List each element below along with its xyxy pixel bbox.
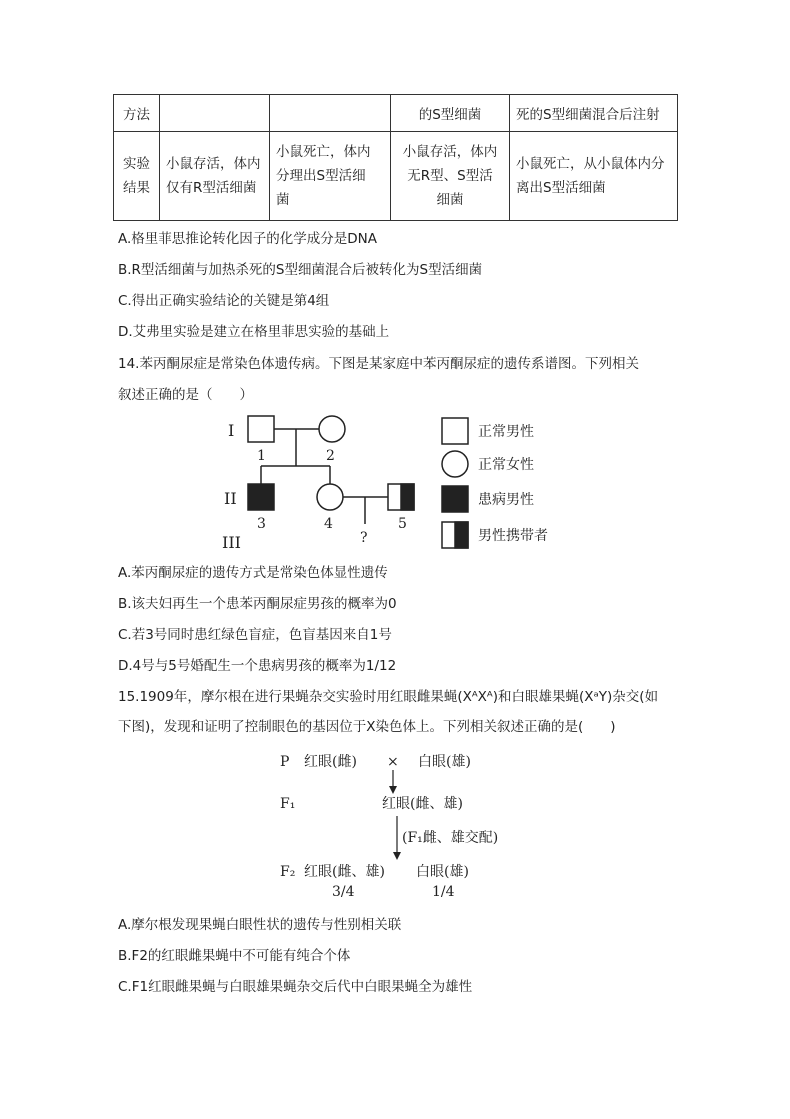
f2-label: F₂ bbox=[280, 864, 296, 880]
q14-option-c: C.若3号同时患红绿色盲症，色盲基因来自1号 bbox=[118, 627, 392, 643]
q15-option-c: C.F1红眼雌果蝇与白眼雄果蝇杂交后代中白眼果蝇全为雄性 bbox=[118, 979, 473, 995]
id-5: 5 bbox=[398, 516, 407, 532]
table-cell: 小鼠死亡，体内 分理出S型活细 菌 bbox=[270, 132, 391, 221]
gen-label-ii: II bbox=[224, 489, 237, 508]
id-1: 1 bbox=[257, 448, 266, 464]
legend-normal-female: 正常女性 bbox=[478, 457, 534, 473]
q15-option-a: A.摩尔根发现果蝇白眼性状的遗传与性别相关联 bbox=[118, 917, 402, 933]
q13-option-b: B.R型活细菌与加热杀死的S型细菌混合后被转化为S型活细菌 bbox=[118, 262, 483, 278]
individual-2-normal-female bbox=[319, 416, 345, 442]
p-female: 红眼(雌) bbox=[304, 754, 357, 770]
table-cell: 小鼠存活，体内 仅有R型活细菌 bbox=[160, 132, 270, 221]
gen-label-i: I bbox=[228, 421, 235, 440]
table-cell: 的S型细菌 bbox=[391, 95, 510, 132]
f2-white-eye: 白眼(雄) bbox=[416, 864, 469, 880]
p-male: 白眼(雄) bbox=[418, 754, 471, 770]
pedigree-diagram bbox=[220, 408, 580, 558]
f1-cross-note: (F₁雌、雄交配) bbox=[402, 830, 499, 846]
id-4: 4 bbox=[324, 516, 333, 532]
q13-option-c: C.得出正确实验结论的关键是第4组 bbox=[118, 293, 330, 309]
experiment-table bbox=[113, 94, 678, 221]
q13-option-a: A.格里菲思推论转化因子的化学成分是DNA bbox=[118, 231, 378, 247]
q15-stem-line1: 15.1909年，摩尔根在进行果蝇杂交实验时用红眼雌果蝇(XᴬXᴬ)和白眼雄果蝇(XᵃY)杂交(如 bbox=[118, 689, 659, 705]
id-unknown-child: ? bbox=[360, 530, 368, 546]
individual-1-normal-male bbox=[248, 416, 274, 442]
cross-diagram bbox=[270, 748, 500, 900]
id-3: 3 bbox=[257, 516, 266, 532]
cross-symbol: × bbox=[387, 754, 399, 770]
table-cell: 死的S型细菌混合后注射 bbox=[510, 95, 678, 132]
table-row bbox=[114, 95, 678, 132]
legend-affected-male-icon bbox=[442, 486, 468, 512]
q15-option-b: B.F2的红眼雌果蝇中不可能有纯合个体 bbox=[118, 948, 351, 964]
individual-4-normal-female bbox=[317, 484, 343, 510]
f2-red-eye: 红眼(雌、雄) bbox=[304, 864, 385, 880]
legend-normal-female-icon bbox=[442, 451, 468, 477]
table-cell: 小鼠死亡，从小鼠体内分 离出S型活细菌 bbox=[510, 132, 678, 221]
legend-affected-male: 患病男性 bbox=[478, 492, 534, 508]
arrow-p-to-f1 bbox=[389, 786, 397, 794]
legend-carrier-male: 男性携带者 bbox=[478, 528, 548, 544]
q14-option-d: D.4号与5号婚配生一个患病男孩的概率为1/12 bbox=[118, 658, 397, 674]
id-2: 2 bbox=[326, 448, 335, 464]
individual-3-affected-male bbox=[248, 484, 274, 510]
q13-option-d: D.艾弗里实验是建立在格里菲思实验的基础上 bbox=[118, 324, 390, 340]
arrow-f1-to-f2 bbox=[393, 852, 401, 860]
table-cell: 小鼠存活，体内 无R型、S型活 细菌 bbox=[391, 132, 510, 221]
f1-offspring: 红眼(雌、雄) bbox=[382, 796, 463, 812]
table-row bbox=[114, 132, 678, 221]
f1-label: F₁ bbox=[280, 796, 296, 812]
gen-label-iii: III bbox=[222, 533, 241, 552]
table-cell: 实验 结果 bbox=[114, 132, 160, 221]
p-label: P bbox=[280, 754, 290, 770]
table-cell: 方法 bbox=[114, 95, 160, 132]
q14-option-a: A.苯丙酮尿症的遗传方式是常染色体显性遗传 bbox=[118, 565, 388, 581]
q14-stem-line2: 叙述正确的是（ ） bbox=[118, 387, 253, 403]
q14-stem-line1: 14.苯丙酮尿症是常染色体遗传病。下图是某家庭中苯丙酮尿症的遗传系谱图。下列相关 bbox=[118, 356, 639, 372]
table-cell bbox=[160, 95, 270, 132]
q15-stem-line2: 下图)，发现和证明了控制眼色的基因位于X染色体上。下列相关叙述正确的是( ) bbox=[118, 719, 616, 735]
q14-option-b: B.该夫妇再生一个患苯丙酮尿症男孩的概率为0 bbox=[118, 596, 397, 612]
legend-normal-male-icon bbox=[442, 418, 468, 444]
f2-white-ratio: 1/4 bbox=[432, 884, 455, 900]
f2-red-ratio: 3/4 bbox=[332, 884, 355, 900]
legend-normal-male: 正常男性 bbox=[478, 424, 534, 440]
table-cell bbox=[270, 95, 391, 132]
